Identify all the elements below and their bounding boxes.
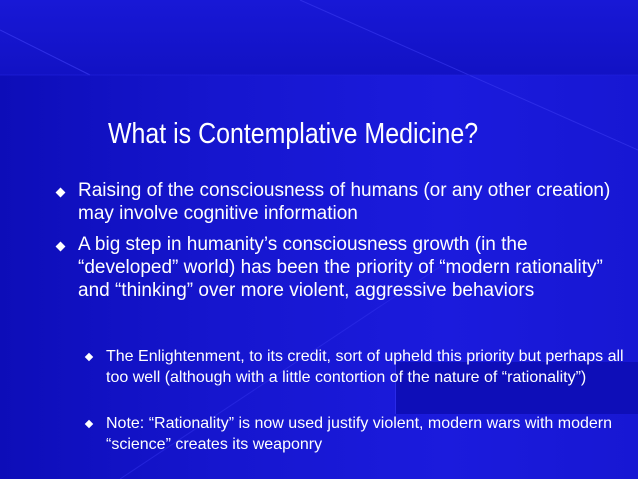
slide-title: What is Contemplative Medicine? bbox=[108, 118, 479, 150]
sub-bullet-item: Note: “Rationality” is now used justify violent, modern wars with modern “science” creates its weaponry bbox=[106, 415, 612, 453]
bullet-item: Raising of the consciousness of humans (or any other creation) may involve cognitive information bbox=[78, 180, 611, 224]
sub-bullet-item: The Enlightenment, to its credit, sort of upheld this priority but perhaps all too well (although with a little contortion of the nature of “rationality”) bbox=[106, 348, 624, 386]
bullet-item: A big step in humanity’s consciousness growth (in the “developed” world) has been the priority of “modern rationality” and “thinking” over more violent, aggressive behaviors bbox=[78, 234, 603, 301]
